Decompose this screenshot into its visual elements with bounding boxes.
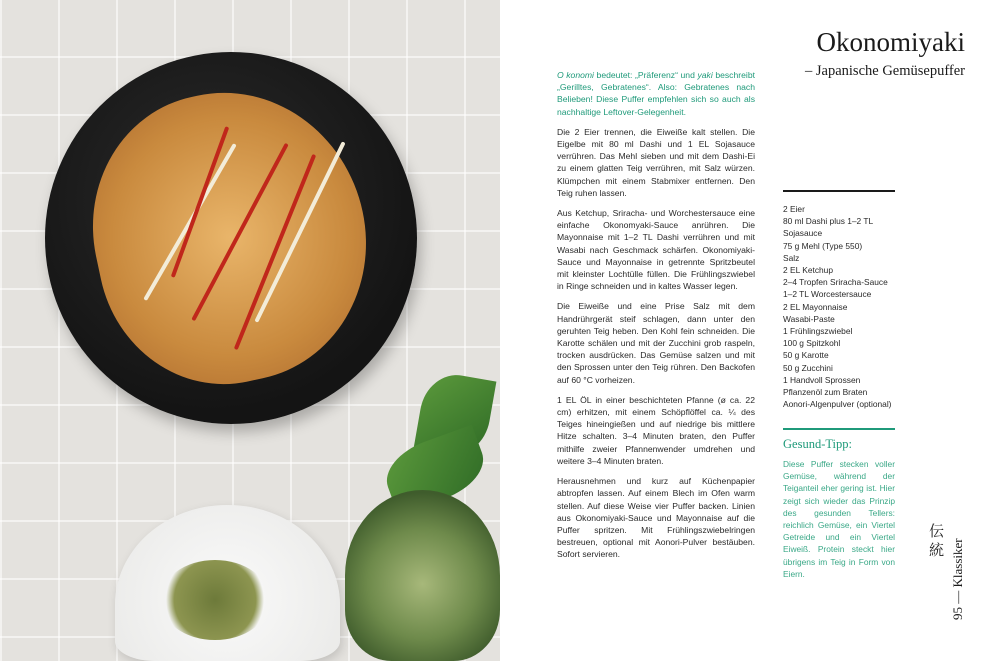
ingredient: 1 Handvoll Sprossen	[783, 374, 861, 385]
separator: —	[950, 587, 965, 607]
ingredient: 75 g Mehl (Type 550)	[783, 240, 863, 251]
ingredient: 100 g Spitzkohl	[783, 338, 841, 349]
ingredient: 1 Frühlingszwiebel	[783, 326, 853, 337]
tip-rule	[783, 428, 895, 430]
ingredient: Aonori-Algenpulver (optional)	[783, 399, 892, 410]
page-number: 95	[950, 607, 965, 620]
ingredients-rule	[783, 190, 895, 192]
step-1: Die 2 Eier trennen, die Eiweiße kalt stellen. Die Eigelbe mit 80 ml Dashi und 1 EL Sojasauce verrühren. Das Mehl sieben und mit dem Dashi-Ei zu einem glatten Teig verrühren, mit Salz würzen. Klümpchen mit einem Stabmixer entfernen. Den Teig ruhen lassen.	[557, 126, 755, 198]
step-4: 1 EL ÖL in einer beschichteten Pfanne (ø ca. 22 cm) erhitzen, mit einem Schöpflöffel ca. ¼ des Teiges hineingießen und auf niedrige bis mittlere Hitze schalten. 3–4 Minuten braten, den Puffer mithilfe zweier Pfannenwender umdrehen und weitere 3–4 Minuten braten.	[557, 394, 755, 466]
kanji-label: 伝統	[929, 522, 945, 559]
tip-text: Diese Puffer stecken voller Gemüse, während der Teiganteil eher gering ist. Hier zeigt sich wieder das Prinzip des gesunden Tellers: reichlich Gemüse, ein Viertel Getreide und ein Viertel Eiweiß. Protein steckt hier übrigens im Teig in Form von Eiern.	[783, 459, 895, 579]
ingredient: 80 ml Dashi plus 1–2 TL	[783, 216, 874, 227]
ingredient: 2 EL Ketchup	[783, 265, 833, 276]
ingredient: 2–4 Tropfen Sriracha-Sauce	[783, 277, 888, 288]
step-3: Die Eiweiße und eine Prise Salz mit dem Handrührgerät steif schlagen, dann unter den geruhten Teig heben. Den Kohl fein schneiden. Die Karotte schälen und mit der Zucchini grob raspeln, trocken ausdrücken. Das Gemüse salzen und mit den Sprossen unter den Teig rühren. Den Backofen auf 60 °C vorheizen.	[557, 301, 755, 385]
recipe-title: Okonomiyaki	[816, 27, 965, 57]
ingredient: Pflanzenöl zum Braten	[783, 387, 868, 398]
aonori-powder	[160, 560, 270, 640]
method-column	[557, 69, 755, 569]
section-name: Klassiker	[950, 538, 965, 588]
ingredient: Salz	[783, 252, 800, 263]
ingredients-list	[783, 203, 891, 410]
ingredient: 50 g Zucchini	[783, 362, 833, 373]
ingredient: 2 EL Mayonnaise	[783, 301, 848, 312]
ingredient: 1–2 TL Worcestersauce	[783, 289, 872, 300]
ingredient: 50 g Karotte	[783, 350, 829, 361]
page-footer	[950, 538, 966, 620]
recipe-subtitle: – Japanische Gemüsepuffer	[805, 63, 965, 79]
step-5: Herausnehmen und kurz auf Küchenpapier abtropfen lassen. Auf einem Blech im Ofen warm stellen. Auf diese Weise vier Puffer backen. Linien aus Okonomiyaki-Sauce und Mayonnaise auf die Puffer spritzen. Mit Frühlingszwiebelringen bestreuen, optional mit Aonori-Pulver bestäuben. Sofort servieren.	[557, 476, 755, 560]
tip-title: Gesund-Tipp:	[783, 437, 852, 451]
ingredient: Wasabi-Paste	[783, 313, 835, 324]
ingredient: 2 Eier	[783, 204, 805, 214]
ingredient: Sojasauce	[783, 228, 823, 239]
step-2: Aus Ketchup, Sriracha- und Worchestersauce eine einfache Okonomyaki-Sauce anrühren. Die Mayonnaise mit 1–2 TL Dashi verrühren und mit Wasabi nach Geschmack schärfen. Okonomiyaki-Sauce und Mayonnaise in getrennte Spritzbeutel mit kleinster Lochtülle füllen. Die Frühlingszwiebel in Ringe schneiden und in kaltes Wasser legen.	[557, 208, 755, 292]
intro-text: O konomi bedeutet: „Präferenz“ und yaki beschreibt „Gerilltes, Gebratenes“. Also: Gebratenes nach Belieben! Diese Puffer empfehlen sich so auch als nachhaltige Leftover-Gelegenheit.	[557, 70, 755, 117]
succulent-plant	[345, 490, 500, 661]
